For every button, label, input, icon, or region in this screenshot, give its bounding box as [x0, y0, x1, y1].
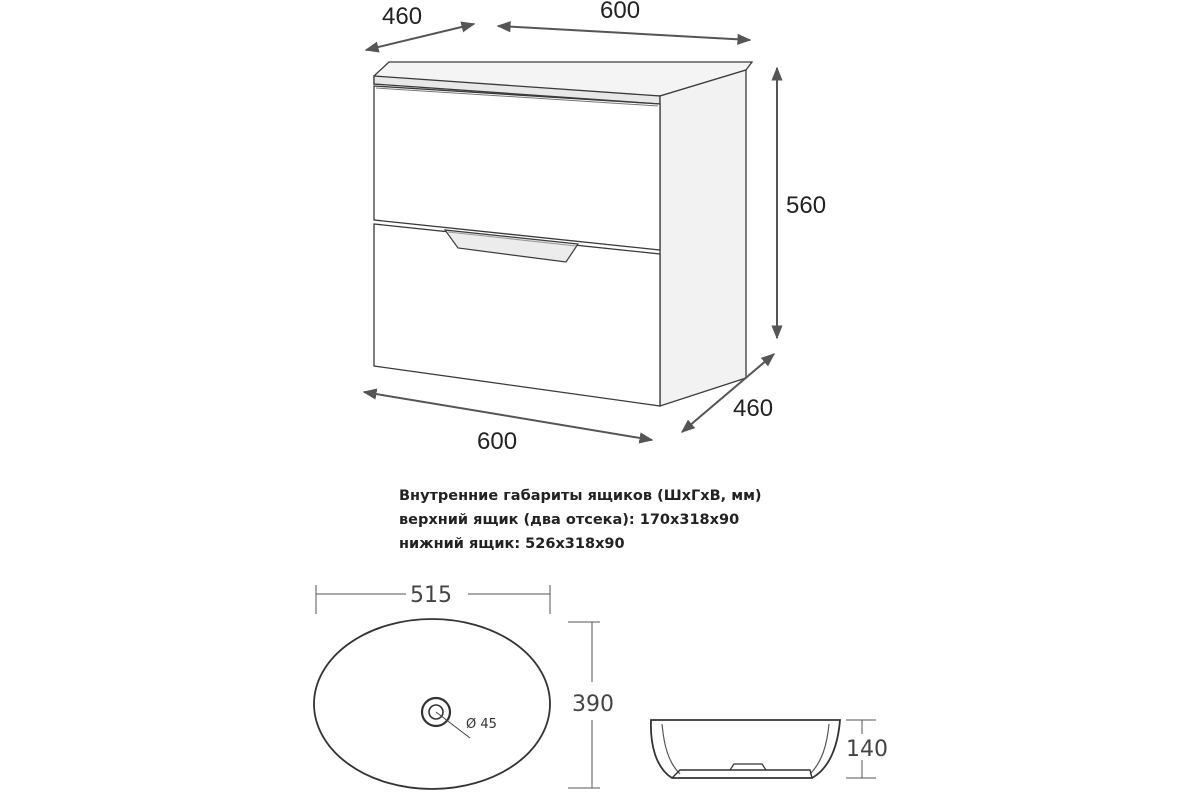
- dim-basin-height: 140: [846, 737, 888, 762]
- dim-height: 560: [786, 192, 827, 219]
- basin-top-view: [314, 583, 614, 789]
- dim-basin-depth: 390: [572, 692, 614, 717]
- notes-upper-drawer: верхний ящик (два отсека): 170x318x90: [399, 512, 740, 528]
- basin-side-view: [651, 720, 888, 778]
- cabinet-drawing: [374, 62, 752, 406]
- upper-drawer-front: [374, 86, 660, 250]
- dim-width-bottom: 600: [477, 428, 518, 455]
- notes-heading: Внутренние габариты ящиков (ШхГхВ, мм): [399, 488, 762, 504]
- notes-lower-drawer: нижний ящик: 526x318x90: [399, 536, 625, 552]
- dim-basin-width: 515: [410, 583, 452, 608]
- dim-depth-top: 460: [382, 3, 423, 30]
- dim-drain-diameter: Ø 45: [466, 717, 497, 732]
- dim-width-top: 600: [600, 0, 641, 24]
- cabinet-side-panel: [660, 70, 746, 406]
- dim-width-top-line: [498, 26, 750, 40]
- dim-depth-bottom: 460: [733, 395, 774, 422]
- drawer-dimensions-notes: [399, 484, 959, 556]
